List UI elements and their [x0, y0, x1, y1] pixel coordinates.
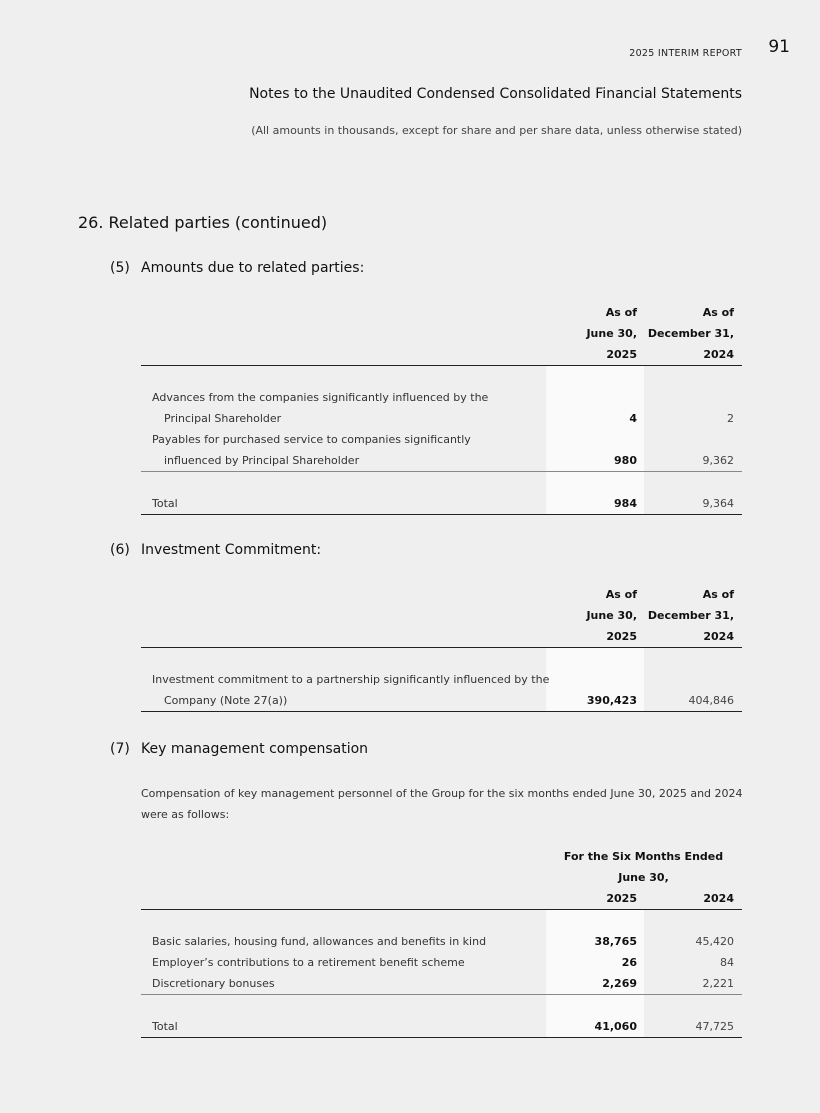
- table-row: Payables for purchased service to companies significantly: [152, 433, 471, 446]
- subsection-5-title: [110, 260, 364, 276]
- table-amounts-due: [141, 302, 742, 515]
- subsection-7-number: (7): [110, 741, 130, 757]
- subsection-6-label: Investment Commitment:: [141, 542, 322, 558]
- column-header-2025: 2025: [606, 892, 637, 905]
- table-header: [141, 302, 742, 365]
- subsection-5-label: Amounts due to related parties:: [141, 260, 365, 276]
- total-row: Total 41,060 47,725: [152, 1020, 734, 1033]
- notes-title: Notes to the Unaudited Condensed Consolidated Financial Statements: [249, 86, 742, 102]
- page-number: 91: [768, 37, 790, 57]
- table-row: Principal Shareholder 4 2: [164, 412, 734, 425]
- compensation-paragraph: Compensation of key management personnel of the Group for the six months ended June 30, 2025 and 2024 were as follows:: [141, 787, 743, 821]
- subsection-6-title: [110, 542, 321, 558]
- table-row: Company (Note 27(a)) 390,423 404,846: [164, 694, 734, 707]
- subsection-7-title: [110, 741, 368, 757]
- column-header-2024: As of December 31, 2024: [647, 306, 734, 361]
- subsection-7-label: Key management compensation: [141, 741, 369, 757]
- column-header-2024: As of December 31, 2024: [647, 588, 734, 643]
- group-header: For the Six Months Ended June 30,: [563, 850, 724, 884]
- section-title: 26. Related parties (continued): [78, 213, 328, 232]
- table-investment-commitment: [141, 584, 742, 712]
- table-row: Investment commitment to a partnership significantly influenced by the: [152, 673, 550, 686]
- column-header-2025: As of June 30, 2025: [586, 588, 637, 643]
- subsection-5-number: (5): [110, 260, 130, 276]
- table-header: [141, 584, 742, 647]
- table-row: Basic salaries, housing fund, allowances and benefits in kind 38,765 45,420: [152, 935, 734, 948]
- table-row: Discretionary bonuses 2,269 2,221: [152, 977, 734, 990]
- subsection-6-number: (6): [110, 542, 130, 558]
- total-row: Total 984 9,364: [152, 497, 734, 510]
- table-key-management: [141, 846, 742, 1038]
- column-header-2024: 2024: [703, 892, 734, 905]
- amount-note: (All amounts in thousands, except for share and per share data, unless otherwise stated): [251, 124, 742, 137]
- table-row: Employer’s contributions to a retirement benefit scheme 26 84: [152, 956, 734, 969]
- column-header-2025: As of June 30, 2025: [586, 306, 637, 361]
- report-name: 2025 INTERIM REPORT: [629, 48, 742, 59]
- table-row: Advances from the companies significantly influenced by the: [152, 391, 489, 404]
- table-row: influenced by Principal Shareholder 980 9,362: [164, 454, 734, 467]
- table-header: [141, 846, 742, 909]
